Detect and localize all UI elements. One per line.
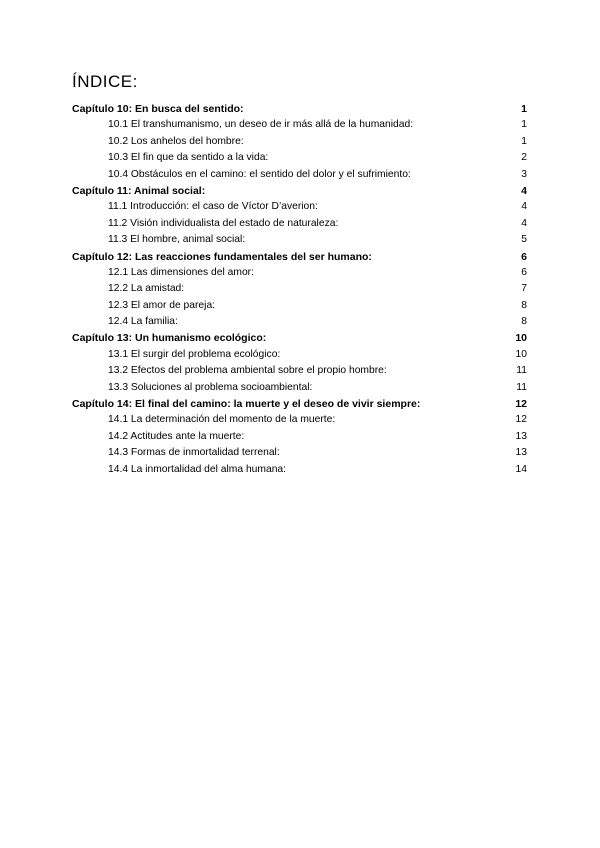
toc-section-row[interactable] <box>72 199 527 215</box>
toc-chapter-row[interactable] <box>72 101 527 117</box>
toc-chapter-row[interactable] <box>72 183 527 199</box>
toc-section-row[interactable] <box>72 134 527 150</box>
toc-section-row[interactable] <box>72 412 527 428</box>
toc-section-row[interactable] <box>72 281 527 297</box>
section-label: 13.2 Efectos del problema ambiental sobre el propio hombre: <box>108 365 387 377</box>
toc-section-row[interactable] <box>72 429 527 445</box>
chapter-page-number: 10 <box>515 332 527 345</box>
table-of-contents <box>72 72 527 478</box>
section-label: 14.1 La determinación del momento de la muerte: <box>108 414 336 426</box>
toc-chapter-12 <box>72 249 527 331</box>
toc-chapter-11 <box>72 183 527 249</box>
chapter-label: Capítulo 13: Un humanismo ecológico: <box>72 332 267 345</box>
toc-section-row[interactable] <box>72 314 527 330</box>
chapter-page-number: 4 <box>521 184 527 197</box>
section-page-number: 11 <box>516 365 527 377</box>
section-label: 12.2 La amistad: <box>108 283 185 295</box>
toc-section-row[interactable] <box>72 265 527 281</box>
toc-section-row[interactable] <box>72 232 527 248</box>
chapter-page-number: 1 <box>521 103 527 115</box>
section-page-number: 2 <box>521 152 527 164</box>
chapter-label: Capítulo 12: Las reacciones fundamentales del ser humano: <box>72 250 372 263</box>
toc-section-row[interactable] <box>72 380 527 396</box>
section-page-number: 1 <box>521 119 527 131</box>
toc-section-row[interactable] <box>72 216 527 232</box>
section-label: 13.1 El surgir del problema ecológico: <box>108 348 281 360</box>
section-label: 14.3 Formas de inmortalidad terrenal: <box>108 447 280 459</box>
section-label: 13.3 Soluciones al problema socioambiental: <box>108 381 313 393</box>
section-page-number: 8 <box>521 316 527 328</box>
toc-section-row[interactable] <box>72 363 527 379</box>
section-page-number: 14 <box>515 463 527 475</box>
section-page-number: 4 <box>521 201 527 213</box>
section-label: 14.4 La inmortalidad del alma humana: <box>108 463 287 475</box>
toc-section-row[interactable] <box>72 167 527 183</box>
section-label: 14.2 Actitudes ante la muerte: <box>108 430 245 442</box>
section-page-number: 3 <box>521 168 527 180</box>
section-label: 10.2 Los anhelos del hombre: <box>108 135 244 147</box>
toc-section-row[interactable] <box>72 445 527 461</box>
toc-section-row[interactable] <box>72 347 527 363</box>
section-label: 10.1 El transhumanismo, un deseo de ir más allá de la humanidad: <box>108 119 414 131</box>
toc-chapter-14 <box>72 396 527 478</box>
section-label: 10.4 Obstáculos en el camino: el sentido del dolor y el sufrimiento: <box>108 168 411 180</box>
section-label: 12.3 El amor de pareja: <box>108 299 216 311</box>
section-page-number: 10 <box>515 348 527 360</box>
chapter-label: Capítulo 10: En busca del sentido: <box>72 103 244 115</box>
toc-section-row[interactable] <box>72 298 527 314</box>
section-label: 11.2 Visión individualista del estado de naturaleza: <box>108 217 339 229</box>
toc-chapter-row[interactable] <box>72 396 527 412</box>
toc-chapter-13 <box>72 330 527 396</box>
chapter-label: Capítulo 11: Animal social: <box>72 184 206 197</box>
toc-chapter-row[interactable] <box>72 330 527 346</box>
section-page-number: 13 <box>515 447 527 459</box>
toc-chapter-10 <box>72 101 527 183</box>
chapter-page-number: 6 <box>521 250 527 263</box>
chapter-label: Capítulo 14: El final del camino: la muerte y el deseo de vivir siempre: <box>72 398 421 411</box>
toc-section-row[interactable] <box>72 150 527 166</box>
toc-title: ÍNDICE: <box>72 72 138 91</box>
section-page-number: 7 <box>521 283 527 295</box>
toc-section-row[interactable] <box>72 462 527 478</box>
toc-section-row[interactable] <box>72 117 527 133</box>
section-page-number: 4 <box>521 217 527 229</box>
toc-chapter-row[interactable] <box>72 249 527 265</box>
section-label: 12.4 La familia: <box>108 316 178 328</box>
section-page-number: 12 <box>515 414 527 426</box>
section-label: 10.3 El fin que da sentido a la vida: <box>108 152 269 164</box>
section-page-number: 8 <box>521 299 527 311</box>
section-page-number: 13 <box>515 430 527 442</box>
section-label: 11.1 Introducción: el caso de Víctor D’averion: <box>108 201 318 213</box>
section-page-number: 6 <box>521 266 527 278</box>
section-page-number: 11 <box>516 381 527 393</box>
chapter-page-number: 12 <box>515 398 527 411</box>
section-label: 12.1 Las dimensiones del amor: <box>108 266 254 278</box>
section-label: 11.3 El hombre, animal social: <box>108 234 246 246</box>
section-page-number: 1 <box>521 135 527 147</box>
section-page-number: 5 <box>521 234 527 246</box>
